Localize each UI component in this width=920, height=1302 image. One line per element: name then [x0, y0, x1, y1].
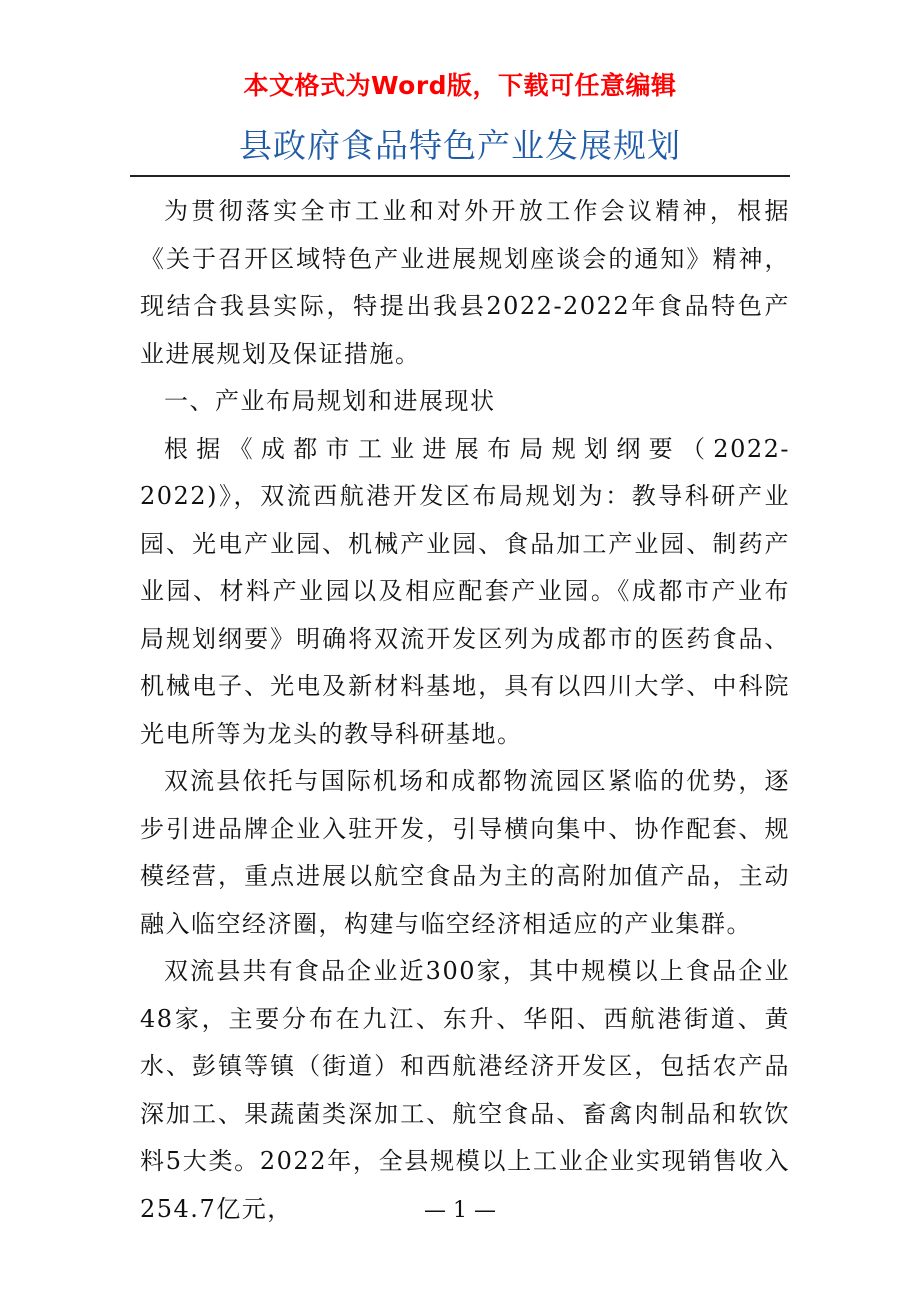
paragraph-industry-status: 双流县共有食品企业近300家，其中规模以上食品企业48家，主要分布在九江、东升、华阳、西航港街道、黄水、彭镇等镇（街道）和西航港经济开发区，包括农产品深加工、果蔬菌类深加工、航空食品、畜禽肉制品和软饮料5大类。2022年，全县规模以上工业企业实现销售收入254.7亿元， — [140, 957, 790, 1223]
paragraph-layout-plan: 根据《成都市工业进展布局规划纲要（2022-2022)》，双流西航港开发区布局规划为：教导科研产业园、光电产业园、机械产业园、食品加工产业园、制药产业园、材料产业园以及相应配套产业园。《成都市产业布局规划纲要》明确将双流开发区列为成都市的医药食品、机械电子、光电及新材料基地，具有以四川大学、中科院光电所等为龙头的教导科研基地。 — [140, 434, 790, 748]
title-divider — [130, 175, 790, 177]
section-heading: 一、产业布局规划和进展现状 — [164, 387, 496, 415]
page-number: — 1 — — [424, 1198, 496, 1223]
paragraph-intro: 为贯彻落实全市工业和对外开放工作会议精神，根据《关于召开区域特色产业进展规划座谈会的通知》精神，现结合我县实际，特提出我县2022-2022年食品特色产业进展规划及保证措施。 — [140, 197, 790, 368]
document-body — [140, 188, 790, 1233]
paragraph-development-strategy: 双流县依托与国际机场和成都物流园区紧临的优势，逐步引进品牌企业入驻开发，引导横向集中、协作配套、规模经营，重点进展以航空食品为主的高附加值产品，主动融入临空经济圈，构建与临空经济相适应的产业集群。 — [140, 767, 790, 938]
format-notice-banner: 本文格式为Word版，下载可任意编辑 — [243, 71, 677, 100]
document-title: 县政府食品特色产业发展规划 — [239, 126, 681, 165]
